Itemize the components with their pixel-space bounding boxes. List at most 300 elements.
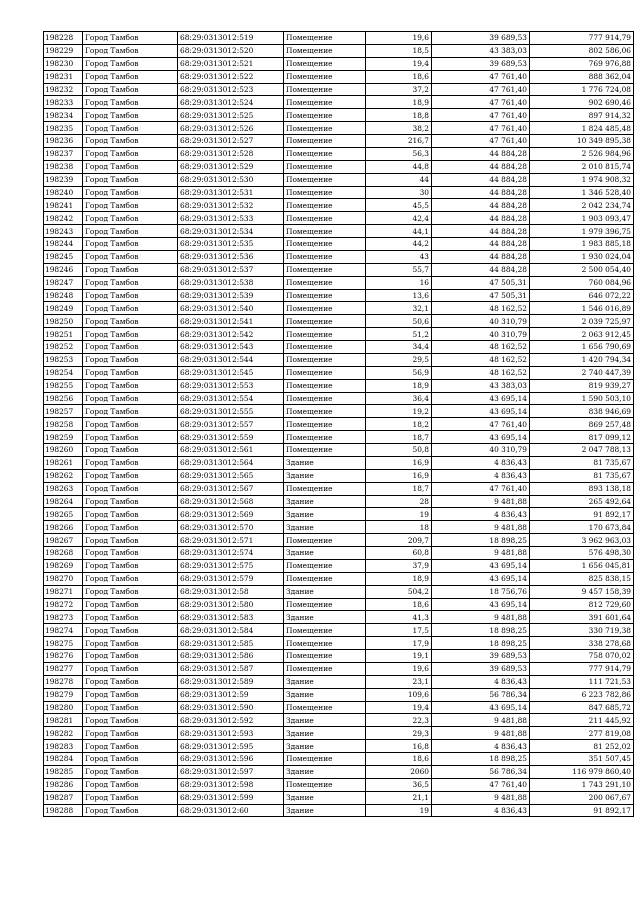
object-type-cell: Здание (284, 456, 366, 469)
unit-value-cell: 47 761,40 (432, 122, 530, 135)
object-id-cell: 198262 (44, 469, 83, 482)
area-cell: 19,2 (366, 405, 432, 418)
cadastral-value-cell: 277 819,08 (530, 727, 634, 740)
unit-value-cell: 47 761,40 (432, 83, 530, 96)
settlement-cell: Город Тамбов (83, 469, 178, 482)
cadastral-number-cell: 68:29:0313012:565 (178, 469, 284, 482)
cadastral-number-cell: 68:29:0313012:583 (178, 611, 284, 624)
cadastral-value-cell: 817 099,12 (530, 431, 634, 444)
object-id-cell: 198283 (44, 740, 83, 753)
unit-value-cell: 44 884,28 (432, 238, 530, 251)
area-cell: 43 (366, 250, 432, 263)
unit-value-cell: 47 761,40 (432, 418, 530, 431)
object-id-cell: 198237 (44, 147, 83, 160)
cadastral-number-cell: 68:29:0313012:586 (178, 650, 284, 663)
cadastral-number-cell: 68:29:0313012:575 (178, 559, 284, 572)
area-cell: 18,5 (366, 44, 432, 57)
unit-value-cell: 44 884,28 (432, 250, 530, 263)
area-cell: 19,6 (366, 32, 432, 45)
object-type-cell: Здание (284, 611, 366, 624)
object-id-cell: 198279 (44, 688, 83, 701)
area-cell: 2060 (366, 765, 432, 778)
unit-value-cell: 43 383,03 (432, 379, 530, 392)
area-cell: 17,9 (366, 637, 432, 650)
cadastral-value-cell: 2 740 447,39 (530, 366, 634, 379)
table-row (44, 753, 634, 766)
cadastral-number-cell: 68:29:0313012:60 (178, 804, 284, 817)
unit-value-cell: 4 836,43 (432, 675, 530, 688)
area-cell: 504,2 (366, 585, 432, 598)
unit-value-cell: 39 689,53 (432, 57, 530, 70)
object-type-cell: Здание (284, 727, 366, 740)
unit-value-cell: 9 481,88 (432, 611, 530, 624)
unit-value-cell: 44 884,28 (432, 199, 530, 212)
cadastral-number-cell: 68:29:0313012:532 (178, 199, 284, 212)
object-id-cell: 198236 (44, 135, 83, 148)
unit-value-cell: 43 695,14 (432, 431, 530, 444)
settlement-cell: Город Тамбов (83, 32, 178, 45)
table-row (44, 83, 634, 96)
object-id-cell: 198264 (44, 495, 83, 508)
settlement-cell: Город Тамбов (83, 650, 178, 663)
area-cell: 45,5 (366, 199, 432, 212)
table-row (44, 572, 634, 585)
unit-value-cell: 18 898,25 (432, 753, 530, 766)
cadastral-value-cell: 81 252,02 (530, 740, 634, 753)
unit-value-cell: 40 310,79 (432, 328, 530, 341)
cadastral-value-cell: 646 072,22 (530, 289, 634, 302)
object-type-cell: Помещение (284, 624, 366, 637)
table-row (44, 534, 634, 547)
area-cell: 18,6 (366, 70, 432, 83)
cadastral-number-cell: 68:29:0313012:533 (178, 212, 284, 225)
cadastral-number-cell: 68:29:0313012:599 (178, 791, 284, 804)
object-type-cell: Здание (284, 740, 366, 753)
area-cell: 28 (366, 495, 432, 508)
cadastral-number-cell: 68:29:0313012:541 (178, 315, 284, 328)
area-cell: 44 (366, 173, 432, 186)
cadastral-value-cell: 802 586,06 (530, 44, 634, 57)
cadastral-number-cell: 68:29:0313012:524 (178, 96, 284, 109)
settlement-cell: Город Тамбов (83, 173, 178, 186)
cadastral-value-cell: 170 673,84 (530, 521, 634, 534)
object-type-cell: Помещение (284, 147, 366, 160)
cadastral-value-cell: 10 349 895,38 (530, 135, 634, 148)
object-id-cell: 198251 (44, 328, 83, 341)
cadastral-number-cell: 68:29:0313012:568 (178, 495, 284, 508)
object-type-cell: Помещение (284, 70, 366, 83)
unit-value-cell: 44 884,28 (432, 160, 530, 173)
settlement-cell: Город Тамбов (83, 727, 178, 740)
settlement-cell: Город Тамбов (83, 559, 178, 572)
unit-value-cell: 48 162,52 (432, 341, 530, 354)
table-row (44, 714, 634, 727)
object-id-cell: 198244 (44, 238, 83, 251)
cadastral-number-cell: 68:29:0313012:571 (178, 534, 284, 547)
area-cell: 16,9 (366, 456, 432, 469)
cadastral-number-cell: 68:29:0313012:540 (178, 302, 284, 315)
table-row (44, 559, 634, 572)
object-type-cell: Здание (284, 714, 366, 727)
table-row (44, 135, 634, 148)
area-cell: 17,5 (366, 624, 432, 637)
table-row (44, 598, 634, 611)
object-type-cell: Помещение (284, 392, 366, 405)
table-row (44, 392, 634, 405)
cadastral-number-cell: 68:29:0313012:523 (178, 83, 284, 96)
area-cell: 19,4 (366, 701, 432, 714)
cadastral-value-cell: 869 257,48 (530, 418, 634, 431)
unit-value-cell: 9 481,88 (432, 714, 530, 727)
area-cell: 23,1 (366, 675, 432, 688)
object-id-cell: 198242 (44, 212, 83, 225)
settlement-cell: Город Тамбов (83, 765, 178, 778)
cadastral-value-cell: 838 946,69 (530, 405, 634, 418)
table-row (44, 225, 634, 238)
cadastral-number-cell: 68:29:0313012:545 (178, 366, 284, 379)
cadastral-number-cell: 68:29:0313012:598 (178, 778, 284, 791)
table-row (44, 96, 634, 109)
table-row (44, 547, 634, 560)
cadastral-number-cell: 68:29:0313012:59 (178, 688, 284, 701)
area-cell: 34,4 (366, 341, 432, 354)
area-cell: 18,9 (366, 572, 432, 585)
settlement-cell: Город Тамбов (83, 431, 178, 444)
table-row (44, 405, 634, 418)
cadastral-value-cell: 819 939,27 (530, 379, 634, 392)
area-cell: 44,1 (366, 225, 432, 238)
object-id-cell: 198238 (44, 160, 83, 173)
object-type-cell: Помещение (284, 637, 366, 650)
object-id-cell: 198277 (44, 662, 83, 675)
settlement-cell: Город Тамбов (83, 418, 178, 431)
cadastral-value-cell: 812 729,60 (530, 598, 634, 611)
cadastral-number-cell: 68:29:0313012:542 (178, 328, 284, 341)
unit-value-cell: 4 836,43 (432, 456, 530, 469)
settlement-cell: Город Тамбов (83, 57, 178, 70)
unit-value-cell: 9 481,88 (432, 521, 530, 534)
unit-value-cell: 18 898,25 (432, 637, 530, 650)
area-cell: 19,4 (366, 57, 432, 70)
unit-value-cell: 56 786,34 (432, 688, 530, 701)
cadastral-value-cell: 1 930 024,04 (530, 250, 634, 263)
object-type-cell: Помещение (284, 160, 366, 173)
settlement-cell: Город Тамбов (83, 83, 178, 96)
table-row (44, 160, 634, 173)
unit-value-cell: 44 884,28 (432, 263, 530, 276)
cadastral-value-cell: 1 656 790,69 (530, 341, 634, 354)
cadastral-number-cell: 68:29:0313012:561 (178, 444, 284, 457)
cadastral-value-cell: 2 047 788,13 (530, 444, 634, 457)
cadastral-number-cell: 68:29:0313012:539 (178, 289, 284, 302)
object-type-cell: Помещение (284, 559, 366, 572)
cadastral-value-cell: 1 743 291,10 (530, 778, 634, 791)
cadastral-value-cell: 1 903 093,47 (530, 212, 634, 225)
object-type-cell: Помещение (284, 173, 366, 186)
table-row (44, 32, 634, 45)
settlement-cell: Город Тамбов (83, 662, 178, 675)
unit-value-cell: 40 310,79 (432, 315, 530, 328)
cadastral-number-cell: 68:29:0313012:564 (178, 456, 284, 469)
settlement-cell: Город Тамбов (83, 263, 178, 276)
table-row (44, 366, 634, 379)
table-row (44, 353, 634, 366)
cadastral-number-cell: 68:29:0313012:525 (178, 109, 284, 122)
unit-value-cell: 44 884,28 (432, 173, 530, 186)
object-type-cell: Помещение (284, 572, 366, 585)
unit-value-cell: 43 695,14 (432, 598, 530, 611)
settlement-cell: Город Тамбов (83, 804, 178, 817)
settlement-cell: Город Тамбов (83, 521, 178, 534)
object-type-cell: Здание (284, 469, 366, 482)
object-id-cell: 198230 (44, 57, 83, 70)
cadastral-value-cell: 777 914,79 (530, 32, 634, 45)
table-row (44, 276, 634, 289)
table-row (44, 650, 634, 663)
unit-value-cell: 47 761,40 (432, 70, 530, 83)
area-cell: 29,3 (366, 727, 432, 740)
unit-value-cell: 48 162,52 (432, 353, 530, 366)
unit-value-cell: 43 695,14 (432, 572, 530, 585)
unit-value-cell: 4 836,43 (432, 740, 530, 753)
unit-value-cell: 18 756,76 (432, 585, 530, 598)
settlement-cell: Город Тамбов (83, 199, 178, 212)
cadastral-value-cell: 81 735,67 (530, 456, 634, 469)
object-id-cell: 198281 (44, 714, 83, 727)
unit-value-cell: 9 481,88 (432, 727, 530, 740)
settlement-cell: Город Тамбов (83, 122, 178, 135)
table-row (44, 456, 634, 469)
unit-value-cell: 43 695,14 (432, 405, 530, 418)
object-type-cell: Здание (284, 688, 366, 701)
object-type-cell: Помещение (284, 302, 366, 315)
cadastral-value-cell: 330 719,38 (530, 624, 634, 637)
cadastral-number-cell: 68:29:0313012:536 (178, 250, 284, 263)
cadastral-value-cell: 2 063 912,45 (530, 328, 634, 341)
settlement-cell: Город Тамбов (83, 225, 178, 238)
unit-value-cell: 9 481,88 (432, 547, 530, 560)
cadastral-value-cell: 1 590 503,10 (530, 392, 634, 405)
cadastral-value-cell: 6 223 782,86 (530, 688, 634, 701)
settlement-cell: Город Тамбов (83, 160, 178, 173)
unit-value-cell: 39 689,53 (432, 662, 530, 675)
cadastral-number-cell: 68:29:0313012:531 (178, 186, 284, 199)
object-type-cell: Здание (284, 547, 366, 560)
cadastral-number-cell: 68:29:0313012:519 (178, 32, 284, 45)
object-id-cell: 198271 (44, 585, 83, 598)
area-cell: 22,3 (366, 714, 432, 727)
unit-value-cell: 4 836,43 (432, 804, 530, 817)
object-id-cell: 198274 (44, 624, 83, 637)
object-id-cell: 198234 (44, 109, 83, 122)
object-type-cell: Помещение (284, 44, 366, 57)
settlement-cell: Город Тамбов (83, 289, 178, 302)
settlement-cell: Город Тамбов (83, 495, 178, 508)
object-type-cell: Помещение (284, 212, 366, 225)
object-id-cell: 198270 (44, 572, 83, 585)
area-cell: 37,9 (366, 559, 432, 572)
settlement-cell: Город Тамбов (83, 598, 178, 611)
settlement-cell: Город Тамбов (83, 753, 178, 766)
cadastral-value-cell: 1 346 528,40 (530, 186, 634, 199)
object-id-cell: 198249 (44, 302, 83, 315)
cadastral-number-cell: 68:29:0313012:570 (178, 521, 284, 534)
table-body (44, 32, 634, 817)
object-type-cell: Помещение (284, 109, 366, 122)
object-id-cell: 198259 (44, 431, 83, 444)
area-cell: 16,9 (366, 469, 432, 482)
area-cell: 109,6 (366, 688, 432, 701)
cadastral-value-cell: 200 067,67 (530, 791, 634, 804)
object-id-cell: 198255 (44, 379, 83, 392)
settlement-cell: Город Тамбов (83, 147, 178, 160)
cadastral-number-cell: 68:29:0313012:596 (178, 753, 284, 766)
object-type-cell: Здание (284, 521, 366, 534)
settlement-cell: Город Тамбов (83, 456, 178, 469)
settlement-cell: Город Тамбов (83, 328, 178, 341)
cadastral-value-cell: 1 824 485,48 (530, 122, 634, 135)
table-row (44, 727, 634, 740)
unit-value-cell: 43 695,14 (432, 392, 530, 405)
unit-value-cell: 47 761,40 (432, 135, 530, 148)
object-type-cell: Помещение (284, 662, 366, 675)
area-cell: 32,1 (366, 302, 432, 315)
cadastral-number-cell: 68:29:0313012:538 (178, 276, 284, 289)
cadastral-value-cell: 391 601,64 (530, 611, 634, 624)
settlement-cell: Город Тамбов (83, 585, 178, 598)
area-cell: 36,5 (366, 778, 432, 791)
object-id-cell: 198276 (44, 650, 83, 663)
object-id-cell: 198263 (44, 482, 83, 495)
object-type-cell: Помещение (284, 418, 366, 431)
unit-value-cell: 18 898,25 (432, 534, 530, 547)
cadastral-number-cell: 68:29:0313012:559 (178, 431, 284, 444)
cadastral-value-cell: 3 962 963,03 (530, 534, 634, 547)
unit-value-cell: 39 689,53 (432, 650, 530, 663)
area-cell: 18,8 (366, 109, 432, 122)
table-row (44, 289, 634, 302)
unit-value-cell: 4 836,43 (432, 508, 530, 521)
area-cell: 30 (366, 186, 432, 199)
settlement-cell: Город Тамбов (83, 135, 178, 148)
cadastral-value-cell: 760 084,96 (530, 276, 634, 289)
table-row (44, 147, 634, 160)
object-id-cell: 198253 (44, 353, 83, 366)
object-id-cell: 198272 (44, 598, 83, 611)
table-row (44, 804, 634, 817)
settlement-cell: Город Тамбов (83, 611, 178, 624)
area-cell: 51,2 (366, 328, 432, 341)
cadastral-number-cell: 68:29:0313012:587 (178, 662, 284, 675)
settlement-cell: Город Тамбов (83, 392, 178, 405)
cadastral-value-cell: 2 526 984,96 (530, 147, 634, 160)
cadastral-value-cell: 777 914,79 (530, 662, 634, 675)
settlement-cell: Город Тамбов (83, 250, 178, 263)
object-id-cell: 198282 (44, 727, 83, 740)
unit-value-cell: 18 898,25 (432, 624, 530, 637)
cadastral-value-cell: 1 776 724,08 (530, 83, 634, 96)
object-id-cell: 198266 (44, 521, 83, 534)
object-id-cell: 198239 (44, 173, 83, 186)
settlement-cell: Город Тамбов (83, 238, 178, 251)
object-id-cell: 198250 (44, 315, 83, 328)
settlement-cell: Город Тамбов (83, 482, 178, 495)
unit-value-cell: 47 761,40 (432, 109, 530, 122)
area-cell: 36,4 (366, 392, 432, 405)
unit-value-cell: 4 836,43 (432, 469, 530, 482)
cadastral-value-cell: 211 445,92 (530, 714, 634, 727)
cadastral-number-cell: 68:29:0313012:521 (178, 57, 284, 70)
object-id-cell: 198243 (44, 225, 83, 238)
cadastral-value-cell: 91 892,17 (530, 804, 634, 817)
table-row (44, 444, 634, 457)
object-id-cell: 198287 (44, 791, 83, 804)
object-type-cell: Помещение (284, 444, 366, 457)
area-cell: 56,3 (366, 147, 432, 160)
unit-value-cell: 43 695,14 (432, 701, 530, 714)
unit-value-cell: 9 481,88 (432, 791, 530, 804)
table-row (44, 611, 634, 624)
cadastral-number-cell: 68:29:0313012:595 (178, 740, 284, 753)
settlement-cell: Город Тамбов (83, 534, 178, 547)
cadastral-value-cell: 1 656 045,81 (530, 559, 634, 572)
settlement-cell: Город Тамбов (83, 186, 178, 199)
area-cell: 37,2 (366, 83, 432, 96)
area-cell: 60,8 (366, 547, 432, 560)
object-id-cell: 198284 (44, 753, 83, 766)
settlement-cell: Город Тамбов (83, 701, 178, 714)
cadastral-value-cell: 769 976,88 (530, 57, 634, 70)
area-cell: 216,7 (366, 135, 432, 148)
unit-value-cell: 47 761,40 (432, 96, 530, 109)
object-id-cell: 198247 (44, 276, 83, 289)
settlement-cell: Город Тамбов (83, 508, 178, 521)
unit-value-cell: 44 884,28 (432, 186, 530, 199)
table-row (44, 173, 634, 186)
area-cell: 50,6 (366, 315, 432, 328)
cadastral-value-cell: 1 546 016,89 (530, 302, 634, 315)
area-cell: 50,8 (366, 444, 432, 457)
settlement-cell: Город Тамбов (83, 740, 178, 753)
cadastral-number-cell: 68:29:0313012:574 (178, 547, 284, 560)
object-type-cell: Помещение (284, 135, 366, 148)
object-id-cell: 198245 (44, 250, 83, 263)
object-type-cell: Помещение (284, 263, 366, 276)
cadastral-value-cell: 825 838,15 (530, 572, 634, 585)
object-id-cell: 198288 (44, 804, 83, 817)
table-row (44, 328, 634, 341)
object-type-cell: Помещение (284, 598, 366, 611)
cadastral-number-cell: 68:29:0313012:585 (178, 637, 284, 650)
object-type-cell: Помещение (284, 250, 366, 263)
settlement-cell: Город Тамбов (83, 675, 178, 688)
unit-value-cell: 56 786,34 (432, 765, 530, 778)
settlement-cell: Город Тамбов (83, 44, 178, 57)
settlement-cell: Город Тамбов (83, 366, 178, 379)
object-id-cell: 198275 (44, 637, 83, 650)
table-row (44, 791, 634, 804)
object-id-cell: 198240 (44, 186, 83, 199)
settlement-cell: Город Тамбов (83, 96, 178, 109)
object-type-cell: Помещение (284, 405, 366, 418)
cadastral-value-cell: 1 974 908,32 (530, 173, 634, 186)
object-id-cell: 198273 (44, 611, 83, 624)
area-cell: 41,3 (366, 611, 432, 624)
cadastral-number-cell: 68:29:0313012:526 (178, 122, 284, 135)
table-row (44, 688, 634, 701)
cadastral-number-cell: 68:29:0313012:557 (178, 418, 284, 431)
area-cell: 18,7 (366, 482, 432, 495)
